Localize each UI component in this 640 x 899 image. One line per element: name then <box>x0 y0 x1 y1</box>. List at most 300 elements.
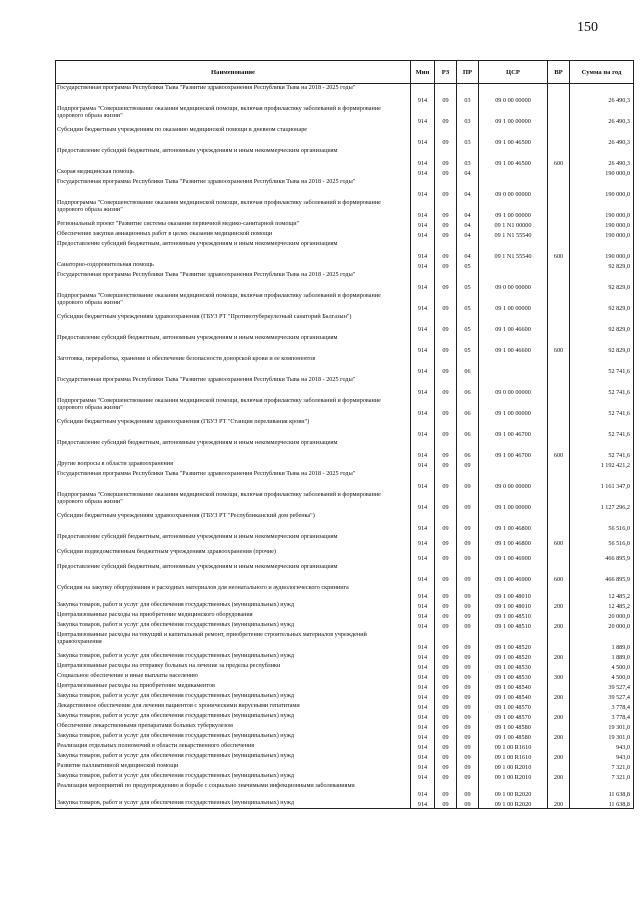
row-csr-cell: 09 1 00 46700 <box>479 439 548 460</box>
row-rz-cell: 09 <box>435 702 457 712</box>
row-name-cell: Подпрограмма "Совершенствование оказания медицинской помощи, включая профилактику заболеваний и формирование здорового образа жизни" <box>56 397 411 418</box>
row-rz-cell: 09 <box>435 652 457 662</box>
row-rz-cell: 09 <box>435 439 457 460</box>
table-row <box>56 105 634 126</box>
row-vr-cell <box>548 512 570 533</box>
row-csr-cell: 09 1 N1 00000 <box>479 220 548 230</box>
row-vr-cell: 200 <box>548 752 570 762</box>
row-csr-cell: 09 1 00 48540 <box>479 692 548 702</box>
table-row <box>56 491 634 512</box>
table-row <box>56 621 634 631</box>
row-min-cell: 914 <box>411 199 435 220</box>
row-pr-cell: 05 <box>457 313 479 334</box>
row-sum-cell: 52 741,6 <box>570 355 634 376</box>
row-vr-cell <box>548 84 570 105</box>
table-row <box>56 126 634 147</box>
row-csr-cell: 09 1 00 R2010 <box>479 772 548 782</box>
row-pr-cell: 09 <box>457 584 479 601</box>
row-rz-cell: 09 <box>435 105 457 126</box>
row-sum-cell: 4 500,0 <box>570 662 634 672</box>
row-sum-cell: 3 778,4 <box>570 702 634 712</box>
row-pr-cell: 09 <box>457 491 479 512</box>
row-name-cell: Закупка товаров, работ и услуг для обеспечения государственных (муниципальных) нужд <box>56 692 411 702</box>
row-vr-cell <box>548 230 570 240</box>
table-row <box>56 533 634 548</box>
table-row <box>56 732 634 742</box>
row-csr-cell: 09 1 00 48580 <box>479 732 548 742</box>
table-row <box>56 772 634 782</box>
table-row <box>56 702 634 712</box>
row-name-cell: Субсидия на закупку оборудования и расходных материалов для неонатального и аудиологического скрининга <box>56 584 411 601</box>
row-rz-cell: 09 <box>435 220 457 230</box>
row-min-cell: 914 <box>411 799 435 809</box>
row-sum-cell: 943,0 <box>570 742 634 752</box>
row-sum-cell: 190 000,0 <box>570 168 634 178</box>
row-sum-cell: 190 000,0 <box>570 240 634 261</box>
row-name-cell: Предоставление субсидий бюджетным, автономным учреждениям и иным некоммерческим организациям <box>56 240 411 261</box>
row-pr-cell: 09 <box>457 762 479 772</box>
row-csr-cell: 09 1 00 46800 <box>479 533 548 548</box>
row-rz-cell: 09 <box>435 548 457 563</box>
row-pr-cell: 09 <box>457 631 479 652</box>
table-row <box>56 230 634 240</box>
table-row <box>56 672 634 682</box>
table-header-row <box>56 61 634 84</box>
row-rz-cell: 09 <box>435 491 457 512</box>
table-row <box>56 652 634 662</box>
row-name-cell: Предоставление субсидий бюджетным, автономным учреждениям и иным некоммерческим организациям <box>56 147 411 168</box>
row-pr-cell: 06 <box>457 418 479 439</box>
row-sum-cell: 1 889,0 <box>570 652 634 662</box>
row-rz-cell: 09 <box>435 772 457 782</box>
row-vr-cell <box>548 126 570 147</box>
row-pr-cell: 09 <box>457 722 479 732</box>
row-rz-cell: 09 <box>435 168 457 178</box>
row-pr-cell: 04 <box>457 178 479 199</box>
row-min-cell: 914 <box>411 439 435 460</box>
row-pr-cell: 06 <box>457 376 479 397</box>
row-sum-cell: 52 741,6 <box>570 376 634 397</box>
row-csr-cell <box>479 355 548 376</box>
row-pr-cell: 09 <box>457 652 479 662</box>
table-row <box>56 662 634 672</box>
row-min-cell: 914 <box>411 782 435 799</box>
row-rz-cell: 09 <box>435 611 457 621</box>
row-name-cell: Подпрограмма "Совершенствование оказания медицинской помощи, включая профилактику заболеваний и формирование здорового образа жизни" <box>56 491 411 512</box>
row-sum-cell: 52 741,6 <box>570 397 634 418</box>
row-rz-cell: 09 <box>435 799 457 809</box>
row-pr-cell: 09 <box>457 672 479 682</box>
row-min-cell: 914 <box>411 672 435 682</box>
row-csr-cell: 09 0 00 00000 <box>479 84 548 105</box>
row-csr-cell: 09 1 00 48570 <box>479 712 548 722</box>
row-vr-cell <box>548 491 570 512</box>
row-vr-cell <box>548 782 570 799</box>
row-vr-cell <box>548 168 570 178</box>
row-vr-cell <box>548 722 570 732</box>
table-row <box>56 220 634 230</box>
row-min-cell: 914 <box>411 292 435 313</box>
row-name-cell: Скорая медицинская помощь <box>56 168 411 178</box>
row-csr-cell: 09 0 00 00000 <box>479 178 548 199</box>
row-sum-cell: 466 895,9 <box>570 563 634 584</box>
row-rz-cell: 09 <box>435 397 457 418</box>
row-vr-cell <box>548 762 570 772</box>
row-rz-cell: 09 <box>435 533 457 548</box>
row-csr-cell: 09 1 00 R2010 <box>479 762 548 772</box>
row-rz-cell: 09 <box>435 313 457 334</box>
row-name-cell: Субсидии бюджетным учреждениям по оказанию медицинской помощи в дневном стационаре <box>56 126 411 147</box>
row-pr-cell: 06 <box>457 355 479 376</box>
row-name-cell: Закупка товаров, работ и услуг для обеспечения государственных (муниципальных) нужд <box>56 752 411 762</box>
row-min-cell: 914 <box>411 611 435 621</box>
row-rz-cell: 09 <box>435 126 457 147</box>
row-rz-cell: 09 <box>435 742 457 752</box>
row-min-cell: 914 <box>411 334 435 355</box>
row-pr-cell: 09 <box>457 662 479 672</box>
row-min-cell: 914 <box>411 722 435 732</box>
row-rz-cell: 09 <box>435 692 457 702</box>
row-name-cell: Реализация отдельных полномочий в области лекарственного обеспечения <box>56 742 411 752</box>
row-name-cell: Закупка товаров, работ и услуг для обеспечения государственных (муниципальных) нужд <box>56 712 411 722</box>
row-vr-cell: 600 <box>548 147 570 168</box>
row-min-cell: 914 <box>411 631 435 652</box>
row-sum-cell: 1 127 296,2 <box>570 491 634 512</box>
row-sum-cell: 26 490,3 <box>570 147 634 168</box>
table-row <box>56 355 634 376</box>
row-pr-cell: 06 <box>457 397 479 418</box>
row-rz-cell: 09 <box>435 355 457 376</box>
row-rz-cell: 09 <box>435 84 457 105</box>
row-rz-cell: 09 <box>435 662 457 672</box>
row-name-cell: Субсидии подведомственным бюджетным учреждениям здравоохранения (прочие) <box>56 548 411 563</box>
row-name-cell: Государственная программа Республики Тыва "Развитие здравоохранения Республики Тыва на 2018 - 2025 годы" <box>56 376 411 397</box>
row-rz-cell: 09 <box>435 292 457 313</box>
row-sum-cell: 190 000,0 <box>570 199 634 220</box>
row-min-cell: 914 <box>411 548 435 563</box>
row-vr-cell: 200 <box>548 621 570 631</box>
row-min-cell: 914 <box>411 261 435 271</box>
row-csr-cell: 09 1 N1 55540 <box>479 240 548 261</box>
row-min-cell: 914 <box>411 692 435 702</box>
table-row <box>56 334 634 355</box>
column-header-sum: Сумма на год <box>570 61 634 84</box>
row-min-cell: 914 <box>411 240 435 261</box>
row-rz-cell: 09 <box>435 563 457 584</box>
row-rz-cell: 09 <box>435 334 457 355</box>
table-row <box>56 601 634 611</box>
row-min-cell: 914 <box>411 652 435 662</box>
row-csr-cell: 09 1 00 48530 <box>479 672 548 682</box>
row-min-cell: 914 <box>411 230 435 240</box>
row-csr-cell: 09 1 00 46800 <box>479 512 548 533</box>
column-header-csr: ЦСР <box>479 61 548 84</box>
row-csr-cell: 09 1 00 48570 <box>479 702 548 712</box>
row-csr-cell: 09 1 00 48510 <box>479 621 548 631</box>
row-min-cell: 914 <box>411 682 435 692</box>
table-row <box>56 84 634 105</box>
row-csr-cell: 09 1 00 48530 <box>479 662 548 672</box>
row-name-cell: Закупка товаров, работ и услуг для обеспечения государственных (муниципальных) нужд <box>56 799 411 809</box>
table-row <box>56 584 634 601</box>
row-sum-cell: 7 321,0 <box>570 762 634 772</box>
row-vr-cell <box>548 397 570 418</box>
row-sum-cell: 56 516,0 <box>570 533 634 548</box>
column-header-vr: ВР <box>548 61 570 84</box>
row-csr-cell: 09 1 00 48510 <box>479 611 548 621</box>
row-csr-cell: 09 1 00 46700 <box>479 418 548 439</box>
table-row <box>56 611 634 621</box>
row-min-cell: 914 <box>411 512 435 533</box>
row-min-cell: 914 <box>411 712 435 722</box>
row-name-cell: Централизованные расходы на отправку больных на лечение за пределы республики <box>56 662 411 672</box>
row-csr-cell: 09 1 00 48010 <box>479 601 548 611</box>
row-sum-cell: 4 500,0 <box>570 672 634 682</box>
table-row <box>56 168 634 178</box>
row-sum-cell: 92 829,0 <box>570 292 634 313</box>
row-pr-cell: 09 <box>457 601 479 611</box>
row-pr-cell: 09 <box>457 692 479 702</box>
row-csr-cell: 09 1 00 46900 <box>479 548 548 563</box>
row-rz-cell: 09 <box>435 418 457 439</box>
row-pr-cell: 09 <box>457 732 479 742</box>
row-min-cell: 914 <box>411 418 435 439</box>
row-vr-cell: 600 <box>548 240 570 261</box>
row-pr-cell: 09 <box>457 682 479 692</box>
row-vr-cell <box>548 662 570 672</box>
row-sum-cell: 92 829,0 <box>570 313 634 334</box>
row-pr-cell: 09 <box>457 470 479 491</box>
row-min-cell: 914 <box>411 584 435 601</box>
row-pr-cell: 04 <box>457 240 479 261</box>
row-csr-cell: 09 0 00 00000 <box>479 470 548 491</box>
row-pr-cell: 05 <box>457 334 479 355</box>
row-rz-cell: 09 <box>435 732 457 742</box>
row-csr-cell: 09 1 00 R2020 <box>479 782 548 799</box>
row-rz-cell: 09 <box>435 240 457 261</box>
row-min-cell: 914 <box>411 168 435 178</box>
table-row <box>56 712 634 722</box>
row-csr-cell: 09 1 N1 55540 <box>479 230 548 240</box>
row-sum-cell: 39 527,4 <box>570 682 634 692</box>
row-vr-cell: 200 <box>548 799 570 809</box>
row-pr-cell: 09 <box>457 752 479 762</box>
row-sum-cell: 92 829,0 <box>570 271 634 292</box>
row-pr-cell: 04 <box>457 199 479 220</box>
row-vr-cell: 200 <box>548 601 570 611</box>
table-row <box>56 799 634 809</box>
row-rz-cell: 09 <box>435 782 457 799</box>
row-name-cell: Централизованные расходы на приобретение медикаментов <box>56 682 411 692</box>
table-row <box>56 563 634 584</box>
table-row <box>56 261 634 271</box>
row-min-cell: 914 <box>411 742 435 752</box>
row-csr-cell: 09 1 00 48520 <box>479 631 548 652</box>
row-pr-cell: 05 <box>457 292 479 313</box>
row-name-cell: Санаторно-оздоровительная помощь <box>56 261 411 271</box>
row-csr-cell <box>479 261 548 271</box>
row-pr-cell: 09 <box>457 712 479 722</box>
row-name-cell: Субсидии бюджетным учреждениям здравоохранения (ГБУЗ РТ "Противотуберкулезный санаторий Балгазын") <box>56 313 411 334</box>
row-csr-cell <box>479 168 548 178</box>
row-pr-cell: 05 <box>457 271 479 292</box>
row-rz-cell: 09 <box>435 460 457 470</box>
row-min-cell: 914 <box>411 563 435 584</box>
row-rz-cell: 09 <box>435 199 457 220</box>
row-vr-cell <box>548 292 570 313</box>
row-name-cell: Предоставление субсидий бюджетным, автономным учреждениям и иным некоммерческим организациям <box>56 533 411 548</box>
row-min-cell: 914 <box>411 491 435 512</box>
row-name-cell: Подпрограмма "Совершенствование оказания медицинской помощи, включая профилактику заболеваний и формирование здорового образа жизни" <box>56 199 411 220</box>
row-csr-cell: 09 1 00 R2020 <box>479 799 548 809</box>
table-row <box>56 178 634 199</box>
row-rz-cell: 09 <box>435 601 457 611</box>
row-vr-cell: 200 <box>548 712 570 722</box>
row-name-cell: Закупка товаров, работ и услуг для обеспечения государственных (муниципальных) нужд <box>56 772 411 782</box>
row-name-cell: Развитие паллиативной медицинской помощи <box>56 762 411 772</box>
row-sum-cell: 20 000,0 <box>570 611 634 621</box>
row-name-cell: Государственная программа Республики Тыва "Развитие здравоохранения Республики Тыва на 2018 - 2025 годы" <box>56 84 411 105</box>
row-sum-cell: 26 490,3 <box>570 126 634 147</box>
row-vr-cell <box>548 584 570 601</box>
row-csr-cell: 09 1 00 48540 <box>479 682 548 692</box>
row-min-cell: 914 <box>411 621 435 631</box>
row-vr-cell: 200 <box>548 732 570 742</box>
row-sum-cell: 92 829,0 <box>570 261 634 271</box>
row-vr-cell <box>548 355 570 376</box>
row-pr-cell: 03 <box>457 147 479 168</box>
row-pr-cell: 03 <box>457 126 479 147</box>
row-vr-cell: 600 <box>548 334 570 355</box>
row-name-cell: Подпрограмма "Совершенствование оказания медицинской помощи, включая профилактику заболеваний и формирование здорового образа жизни" <box>56 292 411 313</box>
row-sum-cell: 943,0 <box>570 752 634 762</box>
row-min-cell: 914 <box>411 147 435 168</box>
row-min-cell: 914 <box>411 470 435 491</box>
row-sum-cell: 26 490,3 <box>570 105 634 126</box>
row-name-cell: Лекарственное обеспечение для лечения пациентов с хроническими вирусными гепатитами <box>56 702 411 712</box>
row-sum-cell: 92 829,0 <box>570 334 634 355</box>
row-min-cell: 914 <box>411 355 435 376</box>
row-csr-cell: 09 1 00 00000 <box>479 105 548 126</box>
row-min-cell: 914 <box>411 662 435 672</box>
row-csr-cell: 09 1 00 48520 <box>479 652 548 662</box>
row-csr-cell: 09 1 00 46600 <box>479 313 548 334</box>
row-rz-cell: 09 <box>435 271 457 292</box>
row-sum-cell: 52 741,6 <box>570 418 634 439</box>
row-vr-cell <box>548 220 570 230</box>
row-pr-cell: 09 <box>457 782 479 799</box>
row-name-cell: Государственная программа Республики Тыва "Развитие здравоохранения Республики Тыва на 2018 - 2025 годы" <box>56 271 411 292</box>
row-vr-cell: 200 <box>548 772 570 782</box>
row-rz-cell: 09 <box>435 682 457 692</box>
row-pr-cell: 09 <box>457 799 479 809</box>
row-csr-cell: 09 1 00 46600 <box>479 334 548 355</box>
row-rz-cell: 09 <box>435 376 457 397</box>
row-name-cell: Обеспечение лекарственными препаратами больных туберкулезом <box>56 722 411 732</box>
row-csr-cell: 09 1 00 48010 <box>479 584 548 601</box>
row-vr-cell <box>548 105 570 126</box>
row-name-cell: Субсидии бюджетным учреждениям здравоохранения (ГБУЗ РТ "Республиканский дом ребенка") <box>56 512 411 533</box>
row-name-cell: Обеспечение закупки авиационных работ в целях оказания медицинской помощи <box>56 230 411 240</box>
row-sum-cell: 3 778,4 <box>570 712 634 722</box>
row-min-cell: 914 <box>411 105 435 126</box>
row-pr-cell: 06 <box>457 439 479 460</box>
row-csr-cell: 09 1 00 46500 <box>479 126 548 147</box>
row-pr-cell: 04 <box>457 230 479 240</box>
table-row <box>56 782 634 799</box>
row-name-cell: Закупка товаров, работ и услуг для обеспечения государственных (муниципальных) нужд <box>56 621 411 631</box>
row-csr-cell: 09 0 00 00000 <box>479 271 548 292</box>
row-rz-cell: 09 <box>435 147 457 168</box>
row-pr-cell: 05 <box>457 261 479 271</box>
row-sum-cell: 11 638,8 <box>570 799 634 809</box>
row-name-cell: Предоставление субсидий бюджетным, автономным учреждениям и иным некоммерческим организациям <box>56 439 411 460</box>
column-header-name: Наименование <box>56 61 411 84</box>
column-header-rz: РЗ <box>435 61 457 84</box>
row-min-cell: 914 <box>411 397 435 418</box>
row-name-cell: Закупка товаров, работ и услуг для обеспечения государственных (муниципальных) нужд <box>56 652 411 662</box>
row-pr-cell: 09 <box>457 702 479 712</box>
row-name-cell: Закупка товаров, работ и услуг для обеспечения государственных (муниципальных) нужд <box>56 601 411 611</box>
row-rz-cell: 09 <box>435 230 457 240</box>
row-min-cell: 914 <box>411 752 435 762</box>
table-row <box>56 692 634 702</box>
table-row <box>56 199 634 220</box>
row-sum-cell: 190 000,0 <box>570 220 634 230</box>
row-csr-cell: 09 1 00 48580 <box>479 722 548 732</box>
row-sum-cell: 26 490,3 <box>570 84 634 105</box>
row-vr-cell <box>548 702 570 712</box>
row-sum-cell: 1 161 347,0 <box>570 470 634 491</box>
row-pr-cell: 09 <box>457 611 479 621</box>
row-min-cell: 914 <box>411 376 435 397</box>
row-name-cell: Предоставление субсидий бюджетным, автономным учреждениям и иным некоммерческим организациям <box>56 334 411 355</box>
row-sum-cell: 190 000,0 <box>570 178 634 199</box>
row-csr-cell: 09 1 00 R1610 <box>479 752 548 762</box>
row-name-cell: Государственная программа Республики Тыва "Развитие здравоохранения Республики Тыва на 2018 - 2025 годы" <box>56 470 411 491</box>
row-sum-cell: 56 516,0 <box>570 512 634 533</box>
row-rz-cell: 09 <box>435 512 457 533</box>
row-sum-cell: 1 889,0 <box>570 631 634 652</box>
row-vr-cell <box>548 313 570 334</box>
row-vr-cell: 200 <box>548 692 570 702</box>
table-row <box>56 418 634 439</box>
row-vr-cell: 300 <box>548 672 570 682</box>
row-vr-cell <box>548 548 570 563</box>
row-pr-cell: 09 <box>457 548 479 563</box>
row-min-cell: 914 <box>411 84 435 105</box>
row-vr-cell <box>548 261 570 271</box>
row-min-cell: 914 <box>411 460 435 470</box>
row-sum-cell: 19 301,0 <box>570 722 634 732</box>
row-rz-cell: 09 <box>435 470 457 491</box>
row-vr-cell <box>548 631 570 652</box>
table-row <box>56 397 634 418</box>
table-row <box>56 762 634 772</box>
row-vr-cell <box>548 682 570 692</box>
row-pr-cell: 09 <box>457 563 479 584</box>
row-sum-cell: 12 485,2 <box>570 584 634 601</box>
row-min-cell: 914 <box>411 601 435 611</box>
table-row <box>56 271 634 292</box>
row-min-cell: 914 <box>411 762 435 772</box>
row-vr-cell <box>548 742 570 752</box>
row-pr-cell: 03 <box>457 105 479 126</box>
row-pr-cell: 09 <box>457 533 479 548</box>
row-sum-cell: 466 895,9 <box>570 548 634 563</box>
row-name-cell: Централизованные расходы на приобретение медицинского оборудования <box>56 611 411 621</box>
row-name-cell: Централизованные расходы на текущий и капитальный ремонт, приобретение строительных материалов учреждений здравоохранения <box>56 631 411 652</box>
